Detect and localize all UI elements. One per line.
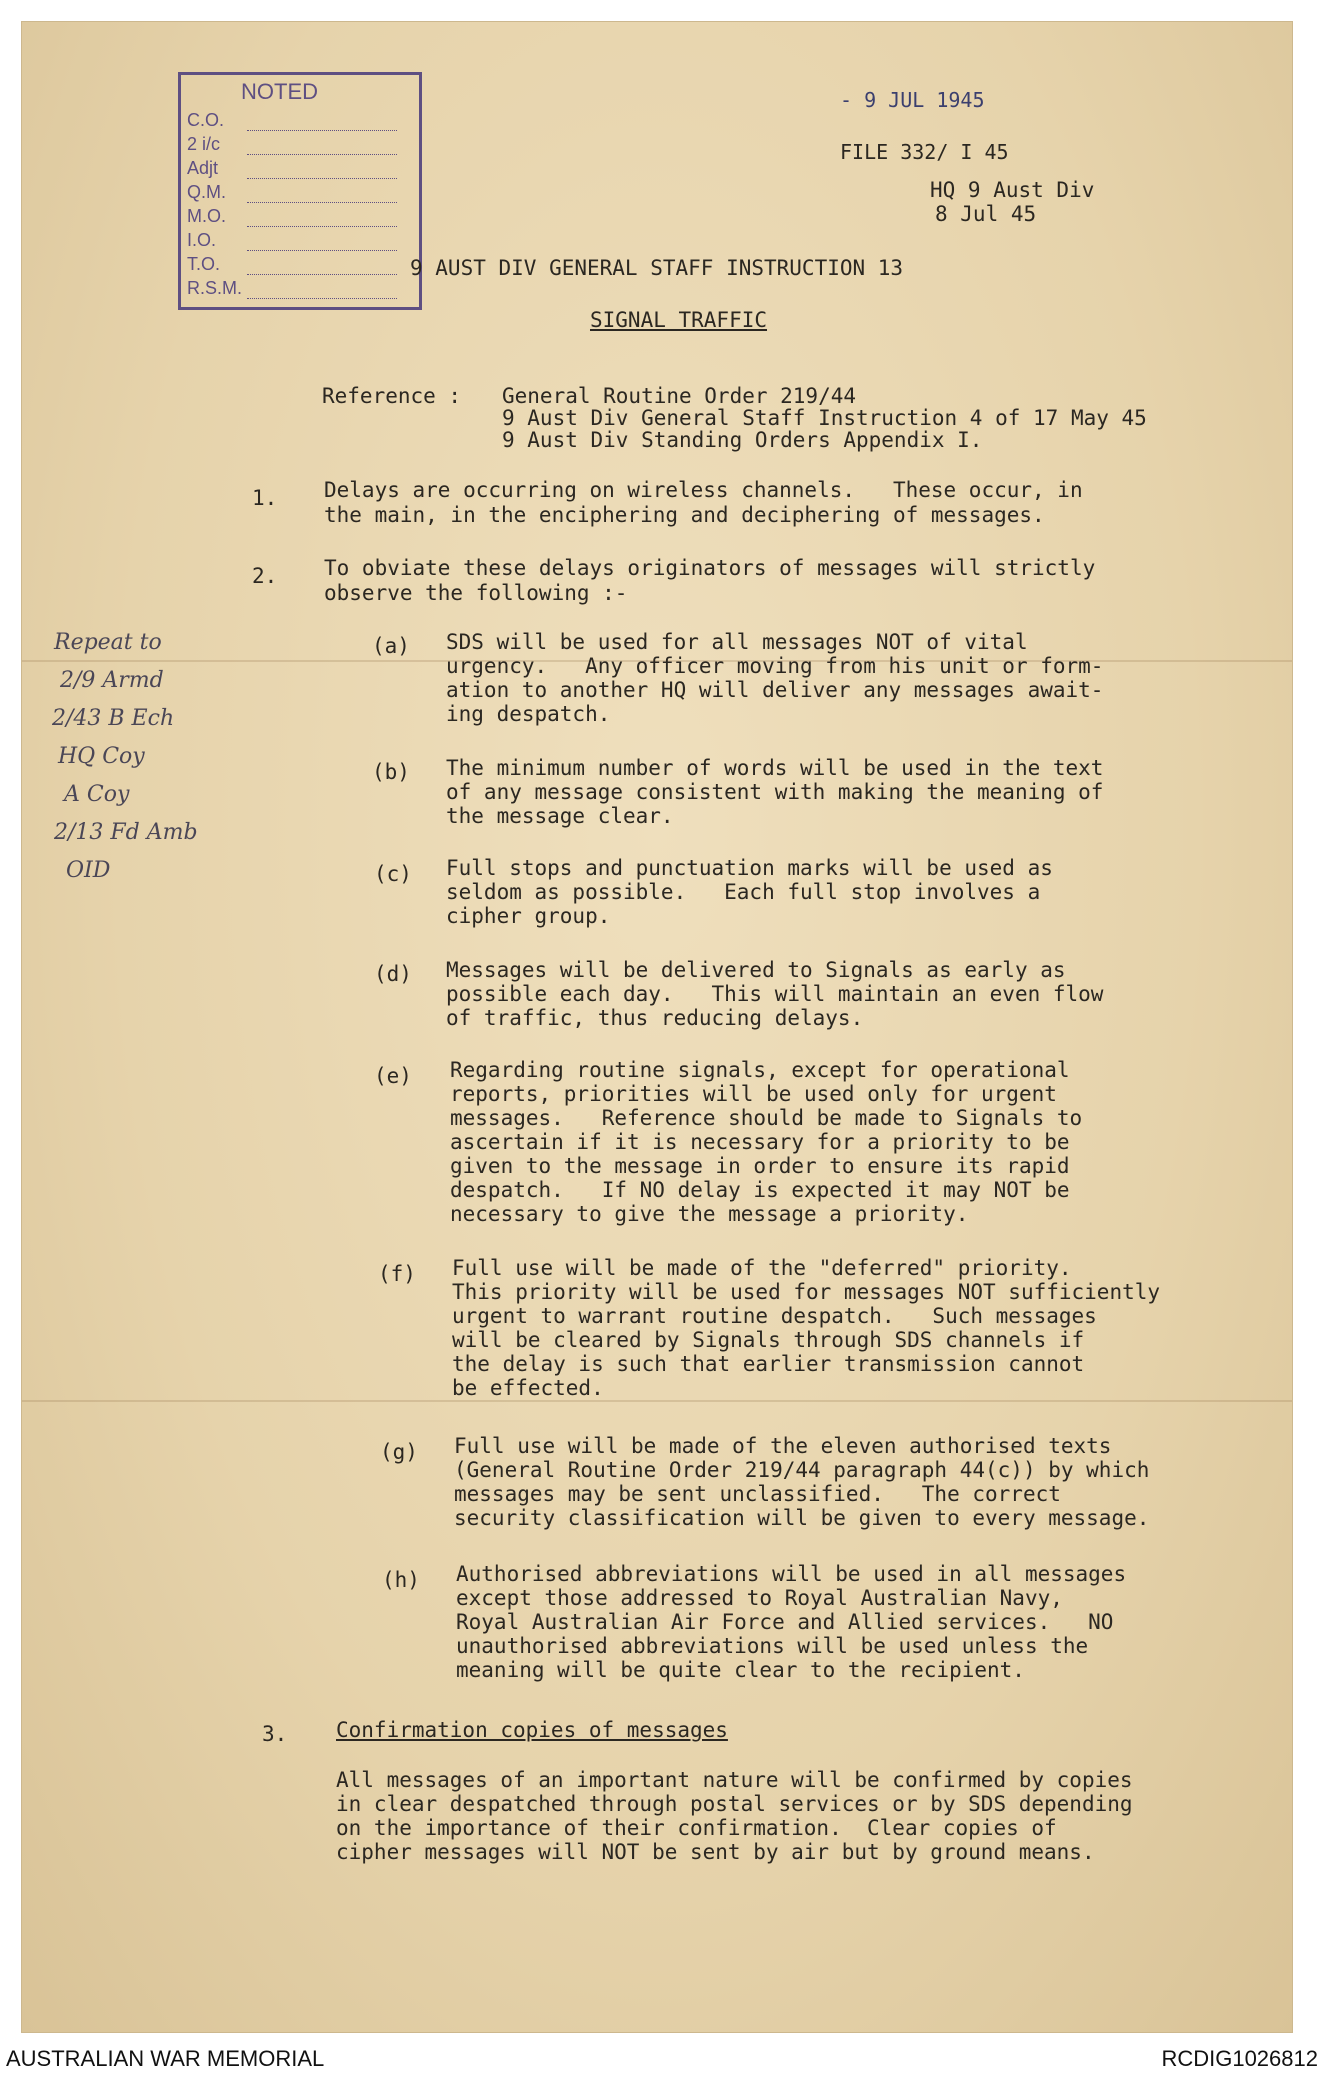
paragraph-line: Delays are occurring on wireless channels. These occur, in (324, 478, 1083, 502)
subpara-line: reports, priorities will be used only for urgent (450, 1082, 1057, 1106)
stamp-row: 2 i/c (187, 133, 397, 155)
subpara-line: Authorised abbreviations will be used in all messages (456, 1562, 1127, 1586)
subpara-line: ation to another HQ will deliver any messages await- (446, 678, 1104, 702)
margin-note-line: 2/13 Fd Amb (54, 820, 198, 845)
stamp-row: Q.M. (187, 181, 397, 203)
hq-line: HQ 9 Aust Div (930, 178, 1095, 202)
subpara-line: will be cleared by Signals through SDS channels if (452, 1328, 1085, 1352)
subpara-line: messages may be sent unclassified. The correct (454, 1482, 1061, 1506)
subpara-line: Regarding routine signals, except for operational (450, 1058, 1070, 1082)
noted-stamp (178, 72, 422, 310)
subpara-line: ing despatch. (446, 702, 611, 726)
stamp-row: I.O. (187, 229, 397, 251)
subpara-label: (c) (374, 862, 412, 886)
subpara-label: (g) (380, 1440, 418, 1464)
paragraph-line: All messages of an important nature will be confirmed by copies (336, 1768, 1133, 1792)
stamp-row: M.O. (187, 205, 397, 227)
paragraph-number: 2. (252, 564, 278, 588)
subpara-label: (f) (378, 1262, 416, 1286)
subpara-line: messages. Reference should be made to Signals to (450, 1106, 1083, 1130)
subpara-label: (h) (382, 1568, 420, 1592)
subpara-line: the message clear. (446, 804, 674, 828)
subpara-line: Royal Australian Air Force and Allied services. NO (456, 1610, 1114, 1634)
footer-credit: AUSTRALIAN WAR MEMORIAL (6, 2046, 325, 2071)
subpara-line: despatch. If NO delay is expected it may NOT be (450, 1178, 1070, 1202)
document-subject: SIGNAL TRAFFIC (590, 308, 768, 332)
margin-note-line: Repeat to (54, 630, 162, 655)
fold-line (22, 1400, 1292, 1402)
subpara-line: The minimum number of words will be used in the text (446, 756, 1104, 780)
margin-note-line: 2/9 Armd (60, 668, 164, 693)
subpara-line: unauthorised abbreviations will be used unless the (456, 1634, 1089, 1658)
subpara-line: Full stops and punctuation marks will be used as (446, 856, 1053, 880)
margin-note-line: HQ Coy (58, 744, 145, 769)
subpara-line: urgency. Any officer moving from his unit or form- (446, 654, 1104, 678)
subpara-line: cipher group. (446, 904, 611, 928)
file-reference: FILE 332/ I 45 (840, 140, 1009, 164)
subpara-line: given to the message in order to ensure its rapid (450, 1154, 1070, 1178)
document-title: 9 AUST DIV GENERAL STAFF INSTRUCTION 13 (410, 256, 904, 280)
subpara-line: security classification will be given to every message. (454, 1506, 1150, 1530)
paragraph-line: the main, in the enciphering and deciphering of messages. (324, 503, 1045, 527)
reference-line: 9 Aust Div General Staff Instruction 4 of 17 May 45 (502, 406, 1147, 430)
subpara-line: the delay is such that earlier transmission cannot (452, 1352, 1085, 1376)
date-stamp: - 9 JUL 1945 (840, 88, 985, 112)
margin-note-line: A Coy (64, 782, 130, 807)
date-line: 8 Jul 45 (935, 202, 1037, 226)
subpara-line: necessary to give the message a priority. (450, 1202, 969, 1226)
reference-line: 9 Aust Div Standing Orders Appendix I. (502, 428, 983, 452)
stamp-row: T.O. (187, 253, 397, 275)
stamp-row: C.O. (187, 109, 397, 131)
subpara-label: (a) (372, 634, 410, 658)
paragraph-number: 3. (262, 1722, 288, 1746)
margin-note-line: 2/43 B Ech (52, 706, 175, 731)
stamp-row: Adjt (187, 157, 397, 179)
subpara-line: of any message consistent with making the meaning of (446, 780, 1104, 804)
subpara-line: seldom as possible. Each full stop involves a (446, 880, 1041, 904)
stamp-title: NOTED (241, 79, 318, 104)
paragraph-line: observe the following :- (324, 581, 628, 605)
subpara-label: (b) (372, 760, 410, 784)
subpara-line: of traffic, thus reducing delays. (446, 1006, 864, 1030)
paragraph-line: cipher messages will NOT be sent by air but by ground means. (336, 1840, 1095, 1864)
subpara-line: be effected. (452, 1376, 604, 1400)
margin-note-line: OID (66, 858, 111, 883)
subpara-label: (e) (374, 1064, 412, 1088)
subpara-line: SDS will be used for all messages NOT of vital (446, 630, 1028, 654)
paragraph-line: in clear despatched through postal services or by SDS depending (336, 1792, 1133, 1816)
footer-id: RCDIG1026812 (1161, 2046, 1318, 2071)
subpara-line: This priority will be used for messages NOT sufficiently (452, 1280, 1161, 1304)
paragraph-heading: Confirmation copies of messages (336, 1718, 728, 1742)
subpara-line: Full use will be made of the "deferred" priority. (452, 1256, 1072, 1280)
paragraph-number: 1. (252, 486, 278, 510)
subpara-label: (d) (374, 962, 412, 986)
subpara-line: possible each day. This will maintain an even flow (446, 982, 1104, 1006)
subpara-line: ascertain if it is necessary for a priority to be (450, 1130, 1070, 1154)
subpara-line: urgent to warrant routine despatch. Such messages (452, 1304, 1097, 1328)
subpara-line: Messages will be delivered to Signals as early as (446, 958, 1066, 982)
subpara-line: meaning will be quite clear to the recipient. (456, 1658, 1025, 1682)
subpara-line: except those addressed to Royal Australian Navy, (456, 1586, 1063, 1610)
paragraph-line: on the importance of their confirmation. Clear copies of (336, 1816, 1057, 1840)
paragraph-line: To obviate these delays originators of messages will strictly (324, 556, 1096, 580)
subpara-line: (General Routine Order 219/44 paragraph 44(c)) by which (454, 1458, 1150, 1482)
stamp-row: R.S.M. (187, 277, 397, 299)
reference-line: General Routine Order 219/44 (502, 384, 857, 408)
subpara-line: Full use will be made of the eleven authorised texts (454, 1434, 1112, 1458)
reference-label: Reference : (322, 384, 462, 408)
